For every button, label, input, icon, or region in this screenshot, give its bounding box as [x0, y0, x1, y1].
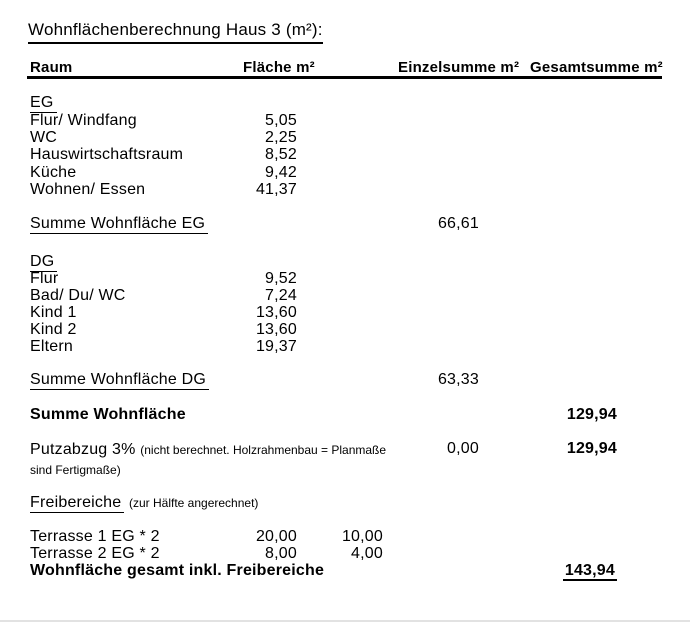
- section-heading-freibereiche: [0, 494, 690, 511]
- grand-total-value: 143,94: [564, 562, 615, 579]
- terrace-label: Terrasse 2 EG * 2: [30, 545, 160, 562]
- sum-row-eg: [0, 215, 690, 232]
- header-rule: [27, 76, 662, 79]
- room-label: Kind 1: [30, 304, 77, 321]
- room-area: 7,24: [265, 287, 297, 304]
- table-row: [0, 545, 690, 562]
- grand-total-label: Wohnfläche gesamt inkl. Freibereiche: [30, 562, 325, 579]
- room-label: Bad/ Du/ WC: [30, 287, 126, 304]
- putzabzug-label-main: Putzabzug 3%: [30, 441, 136, 458]
- table-row: [0, 181, 690, 198]
- grand-total-row: [0, 562, 690, 579]
- terrace-area: 8,00: [265, 545, 297, 562]
- room-area: 19,37: [255, 338, 297, 355]
- table-row: [0, 528, 690, 545]
- room-label: Flur/ Windfang: [30, 112, 137, 129]
- sum-row-dg: [0, 371, 690, 388]
- room-area: 13,60: [255, 321, 297, 338]
- total-value: 129,94: [566, 406, 617, 423]
- room-area: 9,42: [265, 164, 297, 181]
- section-heading-dg: [0, 253, 690, 270]
- terrace-label: Terrasse 1 EG * 2: [30, 528, 160, 545]
- terrace-area: 20,00: [255, 528, 297, 545]
- putzabzug-label: [30, 440, 386, 480]
- room-area: 41,37: [255, 181, 297, 198]
- column-header-flaeche: Fläche m²: [243, 59, 315, 76]
- room-label: Küche: [30, 164, 77, 181]
- column-header-gesamtsumme: Gesamtsumme m²: [530, 59, 663, 76]
- table-row: [0, 164, 690, 181]
- room-area: 8,52: [265, 146, 297, 163]
- table-row: [0, 129, 690, 146]
- bottom-faint-rule: [0, 620, 690, 622]
- room-label: Wohnen/ Essen: [30, 181, 146, 198]
- sum-label: Summe Wohnfläche EG: [30, 215, 208, 234]
- room-label: WC: [30, 129, 58, 146]
- table-header-row: [0, 59, 690, 76]
- putzabzug-einzelsumme: 0,00: [447, 440, 479, 457]
- terrace-counted-area: 4,00: [351, 545, 383, 562]
- total-label: Summe Wohnfläche: [30, 406, 186, 423]
- terrace-counted-area: 10,00: [341, 528, 383, 545]
- sum-value: 63,33: [437, 371, 479, 388]
- section-heading-eg: [0, 94, 690, 111]
- table-row: [0, 304, 690, 321]
- table-row: [0, 321, 690, 338]
- section-heading-label: Freibereiche: [30, 494, 124, 513]
- table-row: [0, 112, 690, 129]
- room-area: 13,60: [255, 304, 297, 321]
- page-title-text: Wohnflächenberechnung Haus 3 (m²):: [28, 20, 323, 44]
- table-row: [0, 338, 690, 355]
- putzabzug-row: [0, 440, 690, 478]
- freibereiche-note: (zur Hälfte angerechnet): [129, 496, 259, 510]
- column-header-raum: Raum: [30, 59, 73, 76]
- column-header-einzelsumme: Einzelsumme m²: [398, 59, 520, 76]
- sum-label: Summe Wohnfläche DG: [30, 371, 209, 390]
- room-label: Eltern: [30, 338, 73, 355]
- room-area: 5,05: [265, 112, 297, 129]
- table-row: [0, 287, 690, 304]
- sum-row-total: [0, 406, 690, 423]
- sum-value: 66,61: [437, 215, 479, 232]
- room-area: 9,52: [265, 270, 297, 287]
- section-heading-label: DG: [30, 253, 57, 272]
- section-heading-label: EG: [30, 94, 57, 113]
- putzabzug-note-line2: sind Fertigmaße): [30, 463, 121, 477]
- table-row: [0, 270, 690, 287]
- putzabzug-gesamtsumme: 129,94: [566, 440, 617, 457]
- room-label: Hauswirtschaftsraum: [30, 146, 184, 163]
- table-row: [0, 146, 690, 163]
- page-title: [28, 20, 323, 44]
- room-label: Flur: [30, 270, 59, 287]
- putzabzug-note-line1: (nicht berechnet. Holzrahmenbau = Planmaße: [140, 443, 387, 457]
- room-label: Kind 2: [30, 321, 77, 338]
- room-area: 2,25: [265, 129, 297, 146]
